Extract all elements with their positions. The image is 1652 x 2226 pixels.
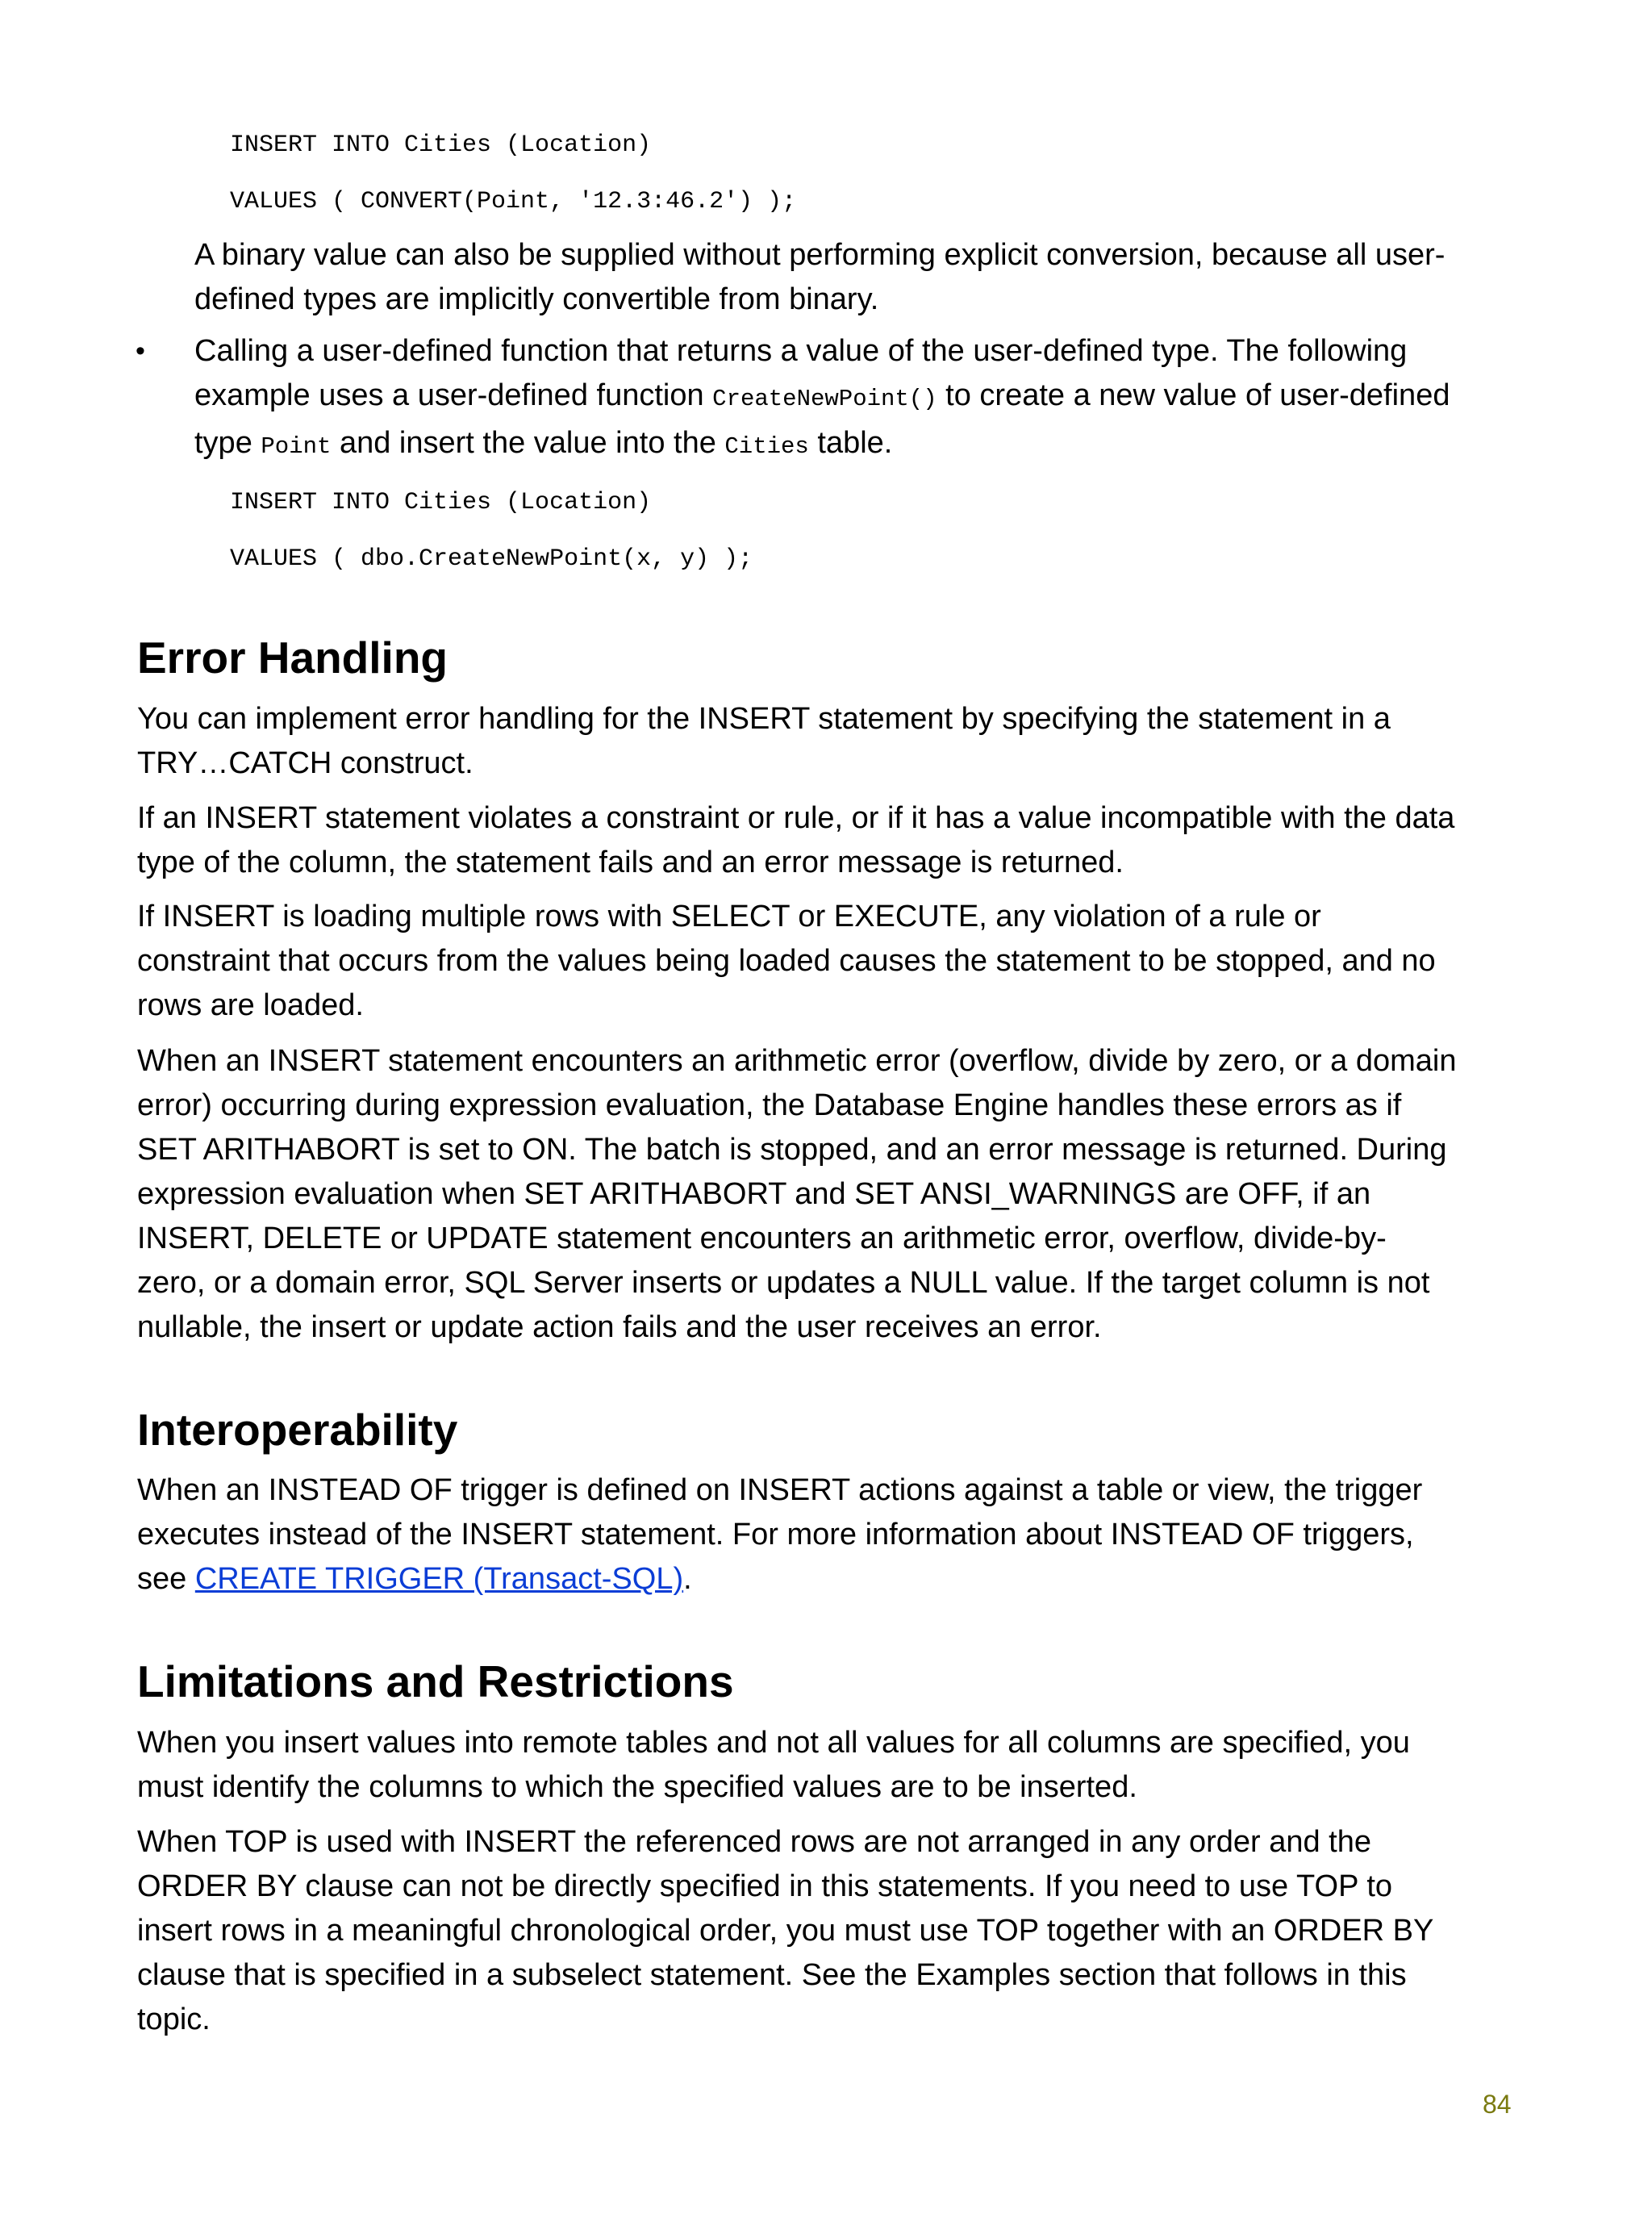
text-line: type of the column, the statement fails and an error message is returned.	[137, 846, 1124, 879]
text-line: SET ARITHABORT is set to ON. The batch is stopped, and an error message is returned. During	[137, 1133, 1447, 1167]
text-line: When an INSTEAD OF trigger is defined on INSERT actions against a table or view, the trigger	[137, 1473, 1423, 1507]
text-line	[194, 421, 1533, 469]
code-line: VALUES ( CONVERT(Point, '12.3:46.2') );	[230, 188, 797, 215]
text-line: When an INSERT statement encounters an arithmetic error (overflow, divide by zero, or a domain	[137, 1044, 1457, 1078]
create-trigger-link[interactable]: CREATE TRIGGER (Transact-SQL)	[194, 1562, 684, 1596]
text-line	[194, 374, 1533, 421]
code-line: INSERT INTO Cities (Location)	[230, 489, 652, 516]
paragraph	[137, 1721, 1525, 1810]
text-line: If an INSERT statement violates a constraint or rule, or if it has a value incompatible with the data	[137, 801, 1455, 835]
code-line: INSERT INTO Cities (Location)	[230, 132, 652, 159]
text-line: When TOP is used with INSERT the referenced rows are not arranged in any order and the	[137, 1825, 1372, 1859]
paragraph	[137, 895, 1525, 1028]
text-line: ORDER BY clause can not be directly specified in this statements. If you need to use TOP to	[137, 1869, 1393, 1903]
inline-code: CreateNewPoint()	[712, 386, 937, 412]
text-line: INSERT, DELETE or UPDATE statement encounters an arithmetic error, overflow, divide-by-	[137, 1222, 1387, 1255]
text-line: insert rows in a meaningful chronological order, you must use TOP together with an ORDER BY	[137, 1914, 1434, 1948]
text-line: must identify the columns to which the specified values are to be inserted.	[137, 1770, 1137, 1804]
paragraph	[137, 1820, 1525, 2042]
text-line: zero, or a domain error, SQL Server inserts or updates a NULL value. If the target column is not	[137, 1266, 1430, 1300]
inline-code: Cities	[724, 433, 809, 460]
text-span: see	[137, 1562, 195, 1596]
text-line: nullable, the insert or update action fails and the user receives an error.	[137, 1310, 1102, 1344]
text-span: type	[194, 426, 261, 460]
text-line: clause that is specified in a subselect statement. See the Examples section that follows in this	[137, 1958, 1407, 1992]
text-line: defined types are implicitly convertible from binary.	[194, 282, 879, 316]
paragraph	[137, 796, 1525, 885]
bullet-paragraph	[194, 329, 1533, 469]
text-line: topic.	[137, 2003, 211, 2036]
text-span: and insert the value into the	[331, 426, 725, 460]
heading-interoperability: Interoperability	[137, 1405, 458, 1455]
text-line: expression evaluation when SET ARITHABORT and SET ANSI_WARNINGS are OFF, if an	[137, 1177, 1371, 1211]
text-line: constraint that occurs from the values being loaded causes the statement to be stopped, and no	[137, 944, 1436, 978]
text-line: TRY…CATCH construct.	[137, 746, 473, 780]
inline-code: Point	[261, 433, 332, 460]
text-span: table.	[808, 426, 893, 460]
code-line: VALUES ( dbo.CreateNewPoint(x, y) );	[230, 545, 753, 573]
text-line: A binary value can also be supplied without performing explicit conversion, because all user-	[194, 238, 1446, 272]
page-number: 84	[1483, 2090, 1512, 2119]
paragraph	[137, 1039, 1525, 1350]
paragraph	[137, 1468, 1525, 1602]
paragraph	[137, 697, 1525, 786]
binary-note-paragraph	[194, 233, 1533, 322]
text-line: error) occurring during expression evaluation, the Database Engine handles these errors as if	[137, 1088, 1402, 1122]
text-span: to create a new value of user-defined	[937, 378, 1450, 412]
text-span: example uses a user-defined function	[194, 378, 713, 412]
text-line: If INSERT is loading multiple rows with SELECT or EXECUTE, any violation of a rule or	[137, 900, 1321, 933]
text-span: .	[683, 1562, 692, 1596]
text-line	[137, 1557, 1525, 1602]
text-line: Calling a user-defined function that returns a value of the user-defined type. The following	[194, 334, 1408, 368]
bullet-icon: •	[136, 336, 145, 366]
text-line: When you insert values into remote tables and not all values for all columns are specified, you	[137, 1726, 1410, 1760]
text-line: You can implement error handling for the INSERT statement by specifying the statement in a	[137, 702, 1391, 736]
heading-error-handling: Error Handling	[137, 633, 448, 683]
heading-limitations: Limitations and Restrictions	[137, 1656, 734, 1706]
text-line: rows are loaded.	[137, 988, 364, 1022]
text-line: executes instead of the INSERT statement. For more information about INSTEAD OF triggers,	[137, 1518, 1414, 1552]
